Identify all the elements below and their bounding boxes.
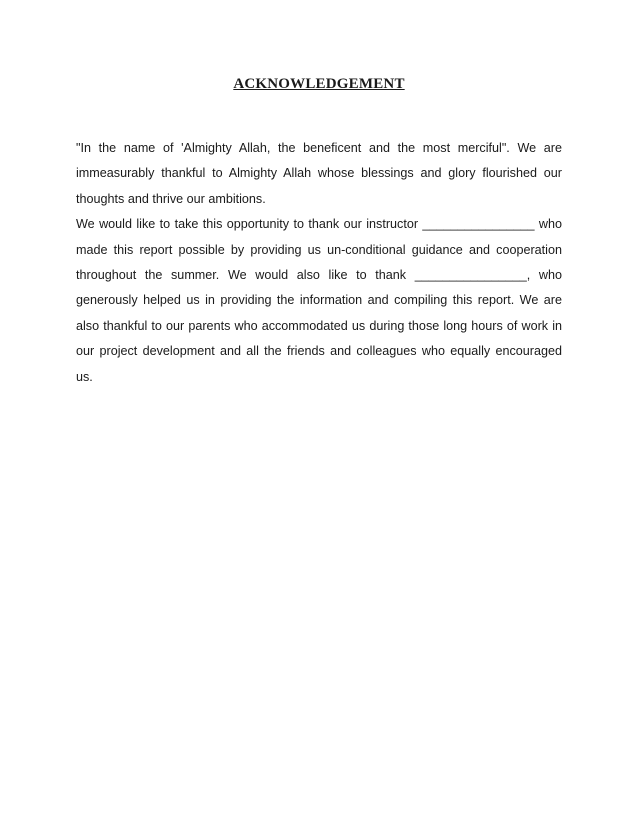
paragraph-thanks: We would like to take this opportunity to thank our instructor ________________ who made this report possible by providing us un-conditional guidance and cooperation throughout the summer. We would also like to thank ________________, who generously helped us in providing the information and compiling this report. We are also thankful to our parents who accommodated us during those long hours of work in our project development and all the friends and colleagues who equally encouraged us. [76, 217, 562, 384]
document-body [76, 136, 562, 390]
page-title: ACKNOWLEDGEMENT [233, 76, 405, 92]
paragraph-opening: "In the name of 'Almighty Allah, the beneficent and the most merciful". We are immeasurably thankful to Almighty Allah whose blessings and glory flourished our thoughts and thrive our ambitions. [76, 141, 562, 206]
